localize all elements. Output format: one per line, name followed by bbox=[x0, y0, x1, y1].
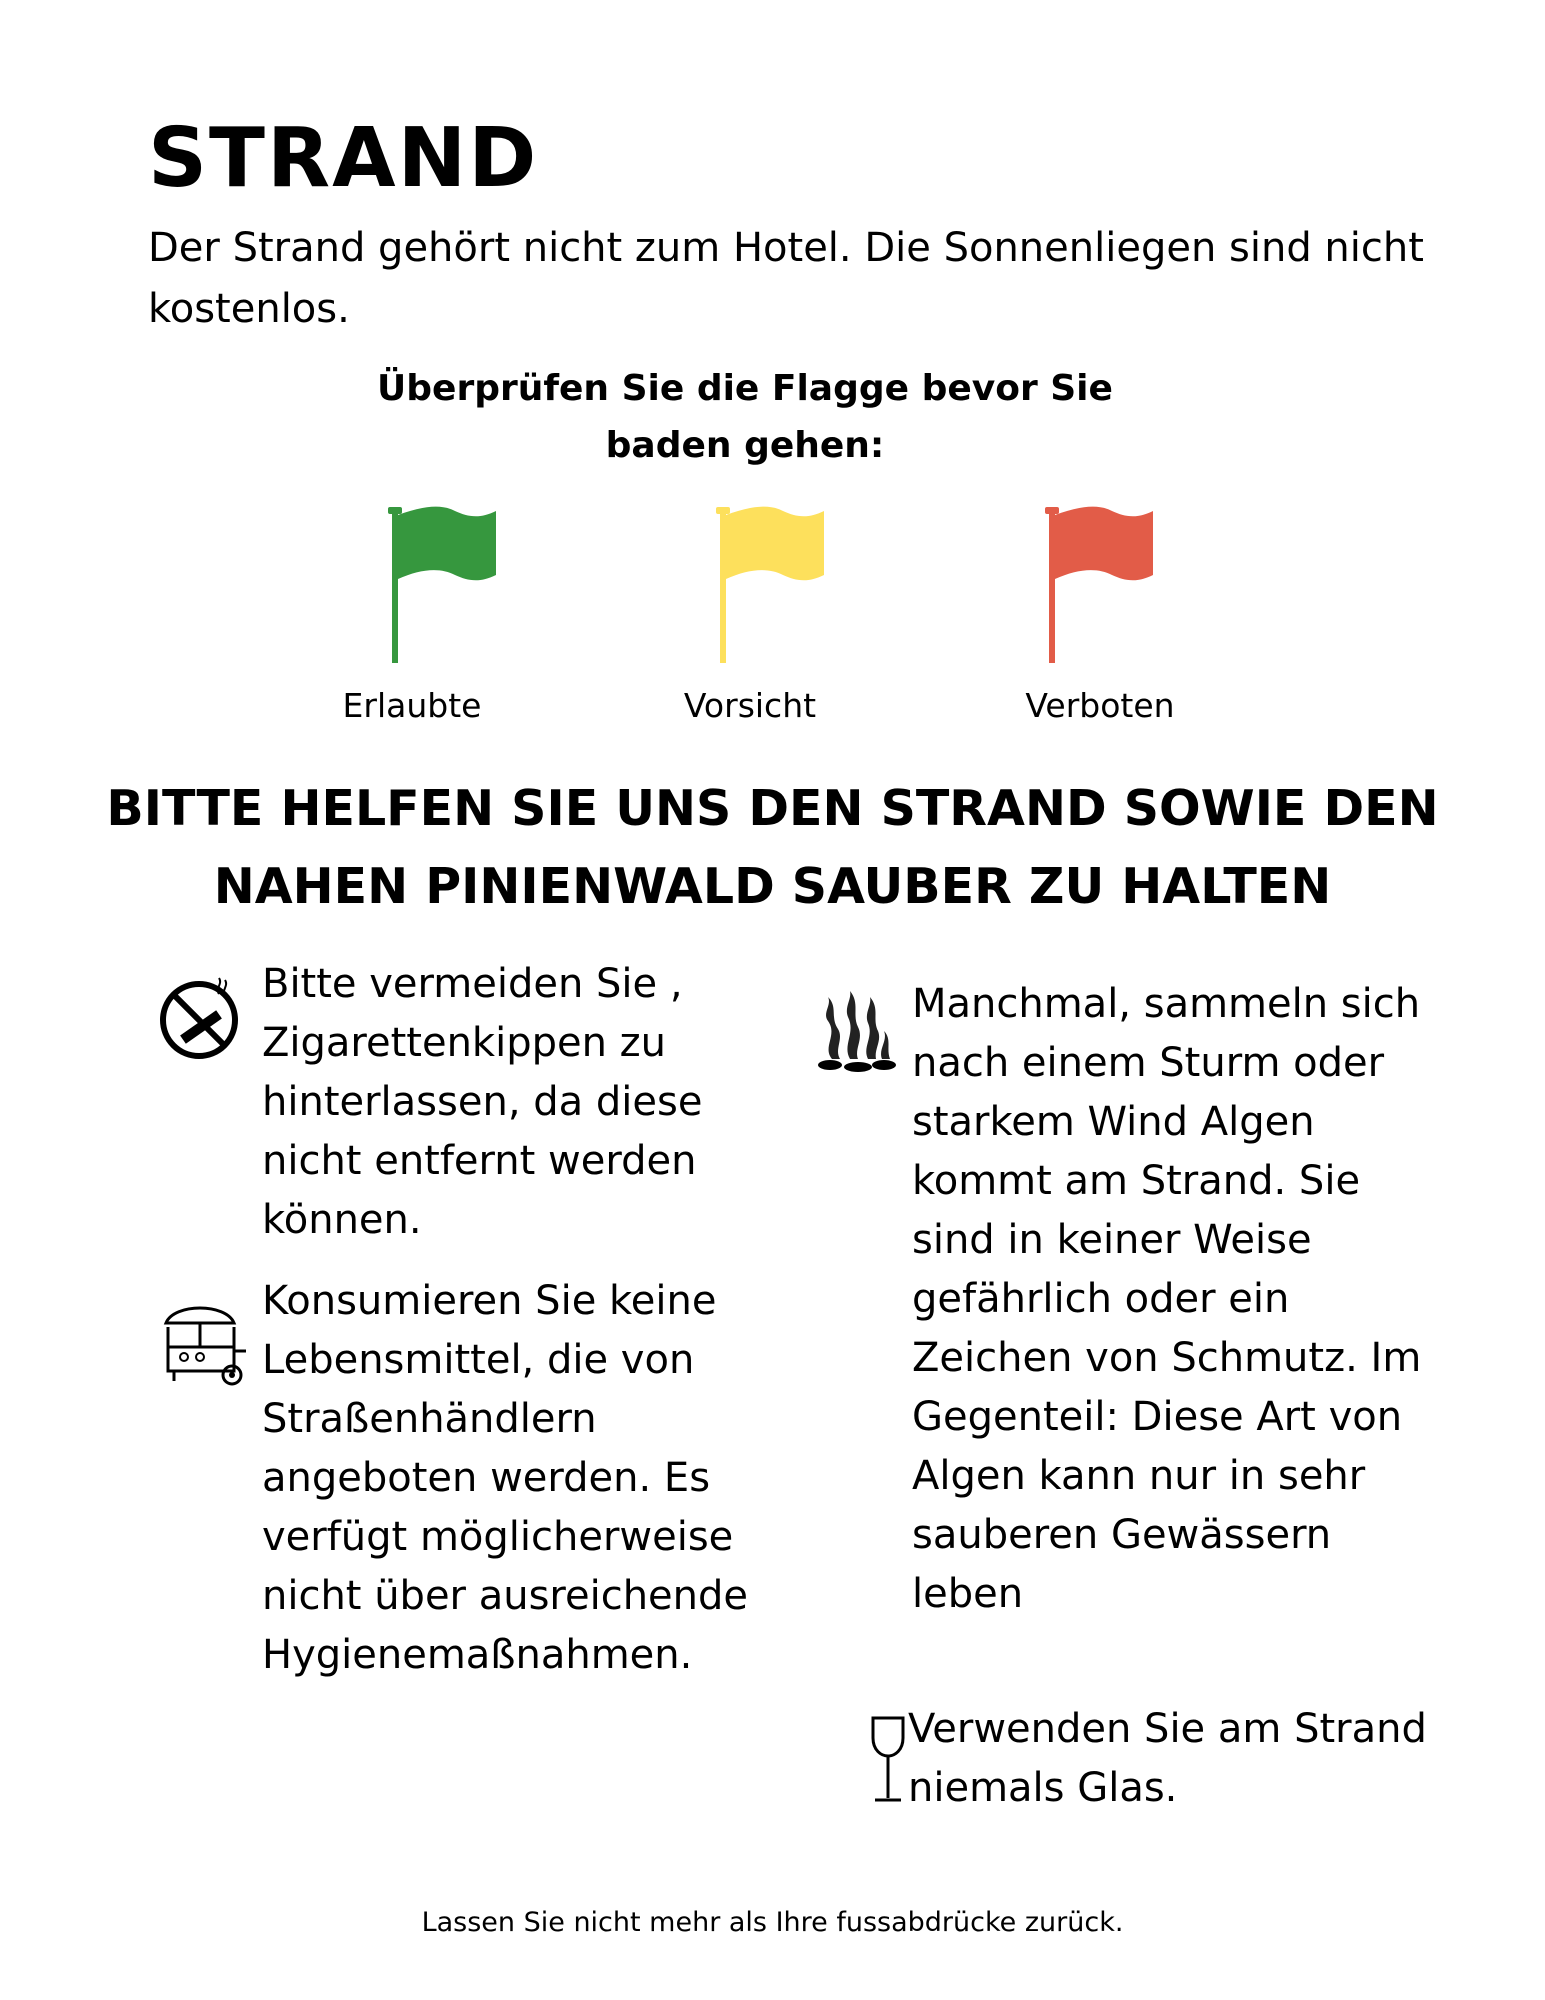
red-flag-icon bbox=[1037, 505, 1157, 665]
page-title: STRAND bbox=[148, 111, 539, 206]
seaweed-icon bbox=[812, 987, 902, 1077]
flag-label-caution: Vorsicht bbox=[683, 686, 817, 725]
algae-text: Manchmal, sammeln sich nach einem Sturm oder starkem Wind Algen kommt am Strand. Sie sind in keiner Weise gefährlich oder ein Zeichen von Schmutz. Im Gegenteil: Diese Art von Algen kann nur in sehr sauberen Gewässern leben bbox=[912, 981, 1422, 1617]
footer-text: Lassen Sie nicht mehr als Ihre fussabdrücke zurück. bbox=[421, 1907, 1124, 1938]
green-flag-icon bbox=[380, 505, 500, 665]
yellow-flag-icon bbox=[708, 505, 828, 665]
flag-label-forbidden: Verboten bbox=[1025, 686, 1175, 725]
food-cart-icon bbox=[160, 1297, 250, 1387]
flag-section-heading: Überprüfen Sie die Flagge bevor Sie baden gehen: bbox=[377, 368, 1113, 466]
cigarettes-text: Bitte vermeiden Sie , Zigarettenkippen zu hinterlassen, da diese nicht entfernt werden können. bbox=[262, 961, 703, 1243]
flag-label-allowed: Erlaubte bbox=[342, 686, 482, 725]
vendors-text: Konsumieren Sie keine Lebensmittel, die von Straßenhändlern angeboten werden. Es verfügt möglicherweise nicht über ausreichende Hygienemaßnahmen. bbox=[262, 1278, 749, 1678]
help-heading: BITTE HELFEN SIE UNS DEN STRAND SOWIE DEN NAHEN PINIENWALD SAUBER ZU HALTEN bbox=[106, 780, 1439, 915]
intro-text: Der Strand gehört nicht zum Hotel. Die Sonnenliegen sind nicht kostenlos. bbox=[148, 225, 1424, 332]
glass-text: Verwenden Sie am Strand niemals Glas. bbox=[908, 1706, 1427, 1811]
no-smoking-icon bbox=[157, 972, 247, 1062]
